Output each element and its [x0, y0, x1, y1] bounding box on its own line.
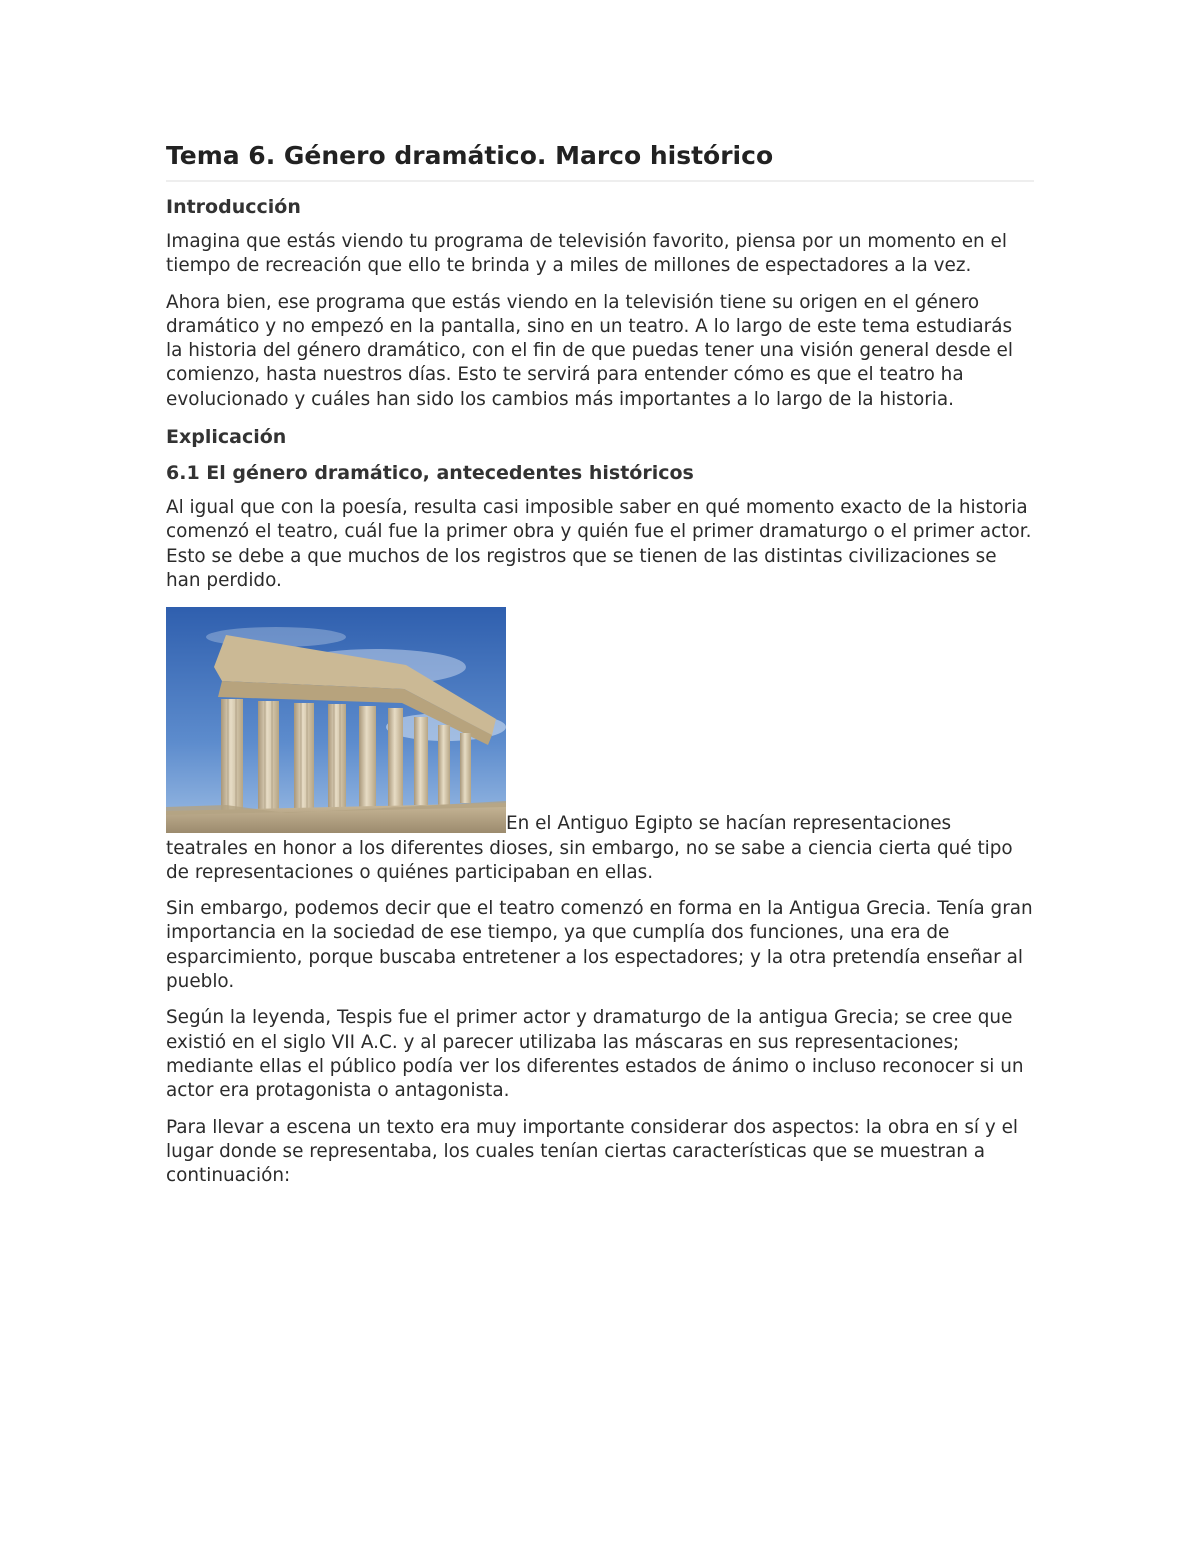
intro-paragraph: Ahora bien, ese programa que estás viendo en la televisión tiene su origen en el género dramático y no empezó en la pantalla, sino en un teatro. A lo largo de este tema estudiarás la historia del género dramático, con el fin de que puedas tener una visión general desde el comienzo, hasta nuestros días. Esto te servirá para entender cómo es que el teatro ha evolucionado y cuáles han sido los cambios más importantes a lo largo de la historia. [166, 291, 1013, 410]
section-paragraph: Según la leyenda, Tespis fue el primer actor y dramaturgo de la antigua Grecia; se cree que existió en el siglo VII A.C. y al parecer utilizaba las máscaras en sus representaciones; mediante ellas el público podía ver los diferentes estados de ánimo o incluso reconocer si un actor era protagonista o antagonista. [166, 1007, 1024, 1102]
document-page [166, 138, 1034, 1200]
section-paragraph: Para llevar a escena un texto era muy importante considerar dos aspectos: la obra en sí y el lugar donde se representaba, los cuales tenían ciertas características que se muestran a continuación: [166, 1116, 1019, 1187]
intro-heading: Introducción [166, 196, 301, 218]
explanation-heading: Explicación [166, 426, 287, 449]
document-title: Tema 6. Género dramático. Marco histórico [166, 138, 1034, 182]
parthenon-image [166, 607, 506, 833]
section-paragraph: Al igual que con la poesía, resulta casi imposible saber en qué momento exacto de la historia comenzó el teatro, cuál fue la primer obra y quién fue el primer dramaturgo o el primer actor. Esto se debe a que muchos de los registros que se tienen de las distintas civilizaciones se han perdido. [166, 497, 1032, 591]
image-caption-text: En el Antiguo Egipto se hacían representaciones teatrales en honor a los diferentes dioses, sin embargo, no se sabe a ciencia cierta qué tipo de representaciones o quiénes participaban en ellas. [166, 813, 1013, 883]
image-paragraph [166, 607, 1034, 885]
section-heading: 6.1 El género dramático, antecedentes históricos [166, 462, 694, 485]
section-paragraph: Sin embargo, podemos decir que el teatro comenzó en forma en la Antigua Grecia. Tenía gran importancia en la sociedad de ese tiempo, ya que cumplía dos funciones, una era de esparcimiento, porque buscaba entretener a los espectadores; y la otra pretendía enseñar al pueblo. [166, 898, 1033, 993]
intro-paragraph: Imagina que estás viendo tu programa de televisión favorito, piensa por un momento en el tiempo de recreación que ello te brinda y a miles de millones de espectadores a la vez. [166, 231, 1007, 277]
